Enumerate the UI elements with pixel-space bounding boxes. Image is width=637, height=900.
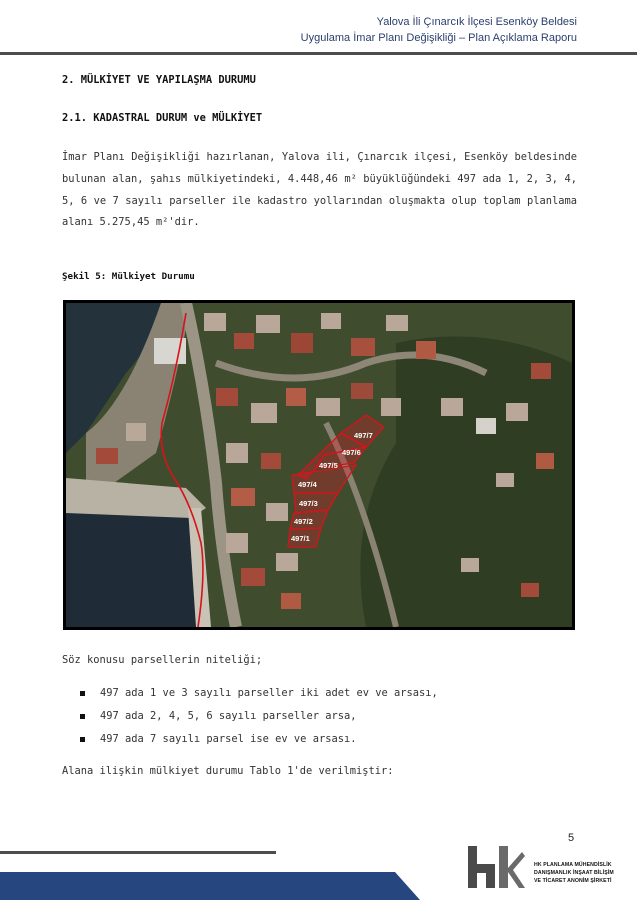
footer-rule (0, 851, 276, 854)
section-title: 2. MÜLKİYET VE YAPILAŞMA DURUMU (62, 74, 256, 86)
list-item (80, 731, 438, 754)
parcel-label-497-5: 497/5 (319, 461, 338, 470)
company-line-3: VE TİCARET ANONİM ŞİRKETİ (534, 878, 612, 884)
header-line-2: Uygulama İmar Planı Değişikliği – Plan Açıklama Raporu (300, 32, 577, 44)
parcel-label-497-1: 497/1 (291, 534, 310, 543)
running-header (301, 14, 577, 46)
parcel-label-497-6: 497/6 (342, 448, 361, 457)
page-number: 5 (568, 832, 575, 844)
header-rule (0, 52, 637, 55)
company-line-1: HK PLANLAMA MÜHENDİSLİK (534, 862, 612, 868)
list-item-text: 497 ada 1 ve 3 sayılı parseller iki adet ev ve arsası, (100, 687, 438, 699)
parcel-label-497-4: 497/4 (298, 480, 317, 489)
footer-band (0, 872, 420, 900)
parcel-aerial-map (63, 300, 575, 630)
subsection-title: 2.1. KADASTRAL DURUM ve MÜLKİYET (62, 112, 263, 124)
parcel-label-497-3: 497/3 (299, 499, 318, 508)
body-paragraph: İmar Planı Değişikliği hazırlanan, Yalova ili, Çınarcık ilçesi, Esenköy beldesinde bulunan alan, şahıs mülkiyetindeki, 4.448,46 m² büyüklüğündeki 497 ada 1, 2, 3, 4, 5, 6 ve 7 sayılı parseller ile kadastro yollarından oluşmakta olup toplam planlama alanı 5.275,45 m²'dir. (62, 151, 577, 229)
list-intro: Söz konusu parsellerin niteliği; (62, 654, 263, 666)
closing-sentence: Alana ilişkin mülkiyet durumu Tablo 1'de verilmiştir: (62, 765, 394, 777)
list-item (80, 708, 438, 731)
map-graphic (66, 303, 572, 627)
company-line-2: DANIŞMANLIK İNŞAAT BİLİŞİM (534, 870, 614, 876)
parcel-label-497-2: 497/2 (294, 517, 313, 526)
list-item-text: 497 ada 7 sayılı parsel ise ev ve arsası. (100, 733, 357, 745)
parcel-label-497-7: 497/7 (354, 431, 373, 440)
list-item (80, 685, 438, 708)
square-bullet-icon (80, 714, 85, 719)
harbor-water (66, 508, 196, 627)
parcel-attributes-list (80, 685, 438, 754)
square-bullet-icon (80, 691, 85, 696)
square-bullet-icon (80, 737, 85, 742)
company-name (534, 861, 614, 885)
company-logo-icon (466, 842, 526, 892)
header-line-1: Yalova İli Çınarcık İlçesi Esenköy Beldesi (376, 16, 577, 28)
figure-caption: Şekil 5: Mülkiyet Durumu (62, 271, 195, 282)
list-item-text: 497 ada 2, 4, 5, 6 sayılı parseller arsa, (100, 710, 357, 722)
